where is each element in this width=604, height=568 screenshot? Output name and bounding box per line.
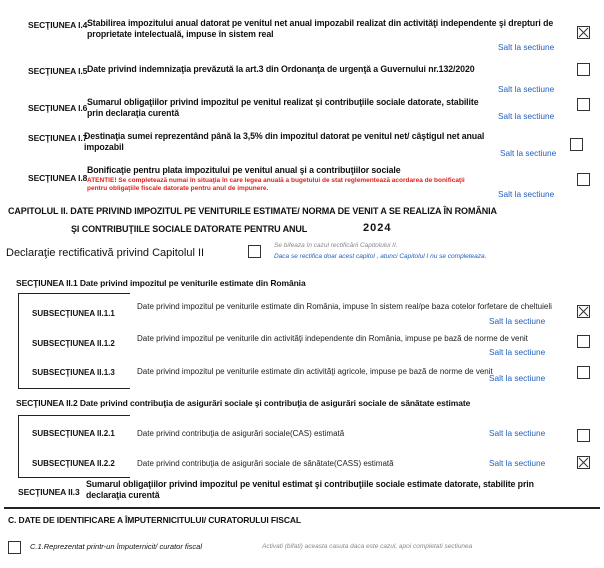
section-ii1-title: SECŢIUNEA II.1 Date privind impozitul pe veniturile estimate din România xyxy=(16,278,306,288)
section-c-divider xyxy=(4,507,600,509)
section-i4-checkbox[interactable] xyxy=(577,26,590,39)
c1-note: Activati (bifati) aceasta casuta daca este cazul, apoi completati sectiunea xyxy=(262,543,473,550)
section-i8-warning: ATENTIE! Se completează numai în situaţia în care legea anuală a bugetului de stat reglementează acordarea de bonificaţii pentru obligaţiile fiscale datorate pentru anul de impunere. xyxy=(87,177,465,192)
section-ii2-divider-bottom xyxy=(18,477,130,478)
c1-checkbox[interactable] xyxy=(8,541,21,554)
subsection-ii22-jump-link[interactable]: Salt la sectiune xyxy=(489,458,546,468)
section-i7-title: Destinaţia sumei reprezentând până la 3,5% din impozitul datorat pe venitul net/ câştigul net anual impozabil xyxy=(84,131,485,152)
section-ii2-divider xyxy=(18,415,130,416)
section-i4-jump-link[interactable]: Salt la sectiune xyxy=(498,42,555,52)
subsection-ii13-code: SUBSECŢIUNEA II.1.3 xyxy=(32,368,115,377)
subsection-ii21-checkbox[interactable] xyxy=(577,429,590,442)
c1-label: C.1.Reprezentat printr-un împuternicit/ curator fiscal xyxy=(30,542,203,551)
section-i6-code: SECŢIUNEA I.6 xyxy=(28,103,88,113)
chapter-2-title: CAPITOLUL II. DATE PRIVIND IMPOZITUL PE VENITURILE ESTIMATE/ NORMA DE VENIT A SE REALIZA ÎN ROMÂNIA xyxy=(8,206,497,216)
subsection-ii12-jump-link[interactable]: Salt la sectiune xyxy=(489,347,546,357)
subsection-ii21-code: SUBSECŢIUNEA II.2.1 xyxy=(32,429,115,438)
section-i7-code: SECŢIUNEA I.7 xyxy=(28,133,88,143)
subsection-ii12-code: SUBSECŢIUNEA II.1.2 xyxy=(32,339,115,348)
section-i8-checkbox[interactable] xyxy=(577,173,590,186)
section-ii3-title: Sumarul obligaţiilor privind impozitul pe venitul estimat şi contribuţiile sociale estimate datorate, stabilite prin declaraţia curentă xyxy=(86,479,534,500)
section-ii2-bracket xyxy=(18,415,19,477)
section-i8-jump-link[interactable]: Salt la sectiune xyxy=(498,189,555,199)
section-i5-checkbox[interactable] xyxy=(577,63,590,76)
subsection-ii13-checkbox[interactable] xyxy=(577,366,590,379)
section-ii1-divider-bottom xyxy=(18,388,130,389)
section-ii2-title: SECŢIUNEA II.2 Date privind contribuţia de asigurări sociale şi contribuţia de asigurări sociale de sănătate estimate xyxy=(16,398,471,408)
subsection-ii12-checkbox[interactable] xyxy=(577,335,590,348)
section-i7-checkbox[interactable] xyxy=(570,138,583,151)
subsection-ii21-text: Date privind contribuţia de asigurări sociale(CAS) estimată xyxy=(137,429,345,438)
section-i6-title: Sumarul obligaţiilor privind impozitul pe venitul realizat şi contribuţiile sociale datorate, stabilite prin declaraţia curentă xyxy=(87,97,479,118)
section-i5-title: Date privind indemnizaţia prevăzută la art.3 din Ordonanţa de urgenţă a Guvernului nr.132/2020 xyxy=(87,64,475,74)
section-ii1-bracket xyxy=(18,293,19,388)
subsection-ii12-text: Date privind impozitul pe veniturile din activităţi independente din România, impuse pe bază de norme de venit xyxy=(137,334,528,343)
section-ii1-divider xyxy=(18,293,130,294)
rectificative-label: Declaraţie rectificativă privind Capitolul II xyxy=(6,247,205,259)
section-i6-jump-link[interactable]: Salt la sectiune xyxy=(498,111,555,121)
rectificative-note: Se bifeaza în cazul rectificării Capitolului II. xyxy=(274,242,398,249)
section-i6-checkbox[interactable] xyxy=(577,98,590,111)
section-i5-code: SECŢIUNEA I.5 xyxy=(28,66,88,76)
subsection-ii21-jump-link[interactable]: Salt la sectiune xyxy=(489,428,546,438)
chapter-2-year: 2024 xyxy=(363,222,392,234)
subsection-ii13-jump-link[interactable]: Salt la sectiune xyxy=(489,373,546,383)
section-i4-code: SECŢIUNEA I.4 xyxy=(28,20,88,30)
subsection-ii22-code: SUBSECŢIUNEA II.2.2 xyxy=(32,459,115,468)
rectificative-checkbox[interactable] xyxy=(248,245,261,258)
subsection-ii11-jump-link[interactable]: Salt la sectiune xyxy=(489,316,546,326)
section-i8-title: Bonificaţie pentru plata impozitului pe venitul anual şi a contribuţiilor sociale xyxy=(87,165,401,175)
rectificative-note-blue: Daca se rectifica doar acest capitol , atunci Capitolul I nu se completeaza. xyxy=(274,253,487,260)
section-i4-title: Stabilirea impozitului anual datorat pe venitul net anual impozabil realizat din activităţi independente şi drepturi de proprietate intelectuală, impuse în sistem real xyxy=(87,18,554,39)
subsection-ii13-text: Date privind impozitul pe veniturile estimate din activităţi agricole, impuse pe bază de norme de venit xyxy=(137,367,493,376)
subsection-ii11-checkbox[interactable] xyxy=(577,305,590,318)
section-ii3-code: SECŢIUNEA II.3 xyxy=(18,487,80,497)
subsection-ii11-code: SUBSECŢIUNEA II.1.1 xyxy=(32,309,115,318)
chapter-2-subtitle: ŞI CONTRIBUŢIILE SOCIALE DATORATE PENTRU ANUL xyxy=(71,224,308,234)
section-i5-jump-link[interactable]: Salt la sectiune xyxy=(498,84,555,94)
section-i8-code: SECŢIUNEA I.8 xyxy=(28,173,88,183)
section-i7-jump-link[interactable]: Salt la sectiune xyxy=(500,148,557,158)
subsection-ii11-text: Date privind impozitul pe veniturile estimate din România, impuse în sistem real/pe baza cotelor forfetare de cheltuieli xyxy=(137,302,552,311)
subsection-ii22-checkbox[interactable] xyxy=(577,456,590,469)
section-c-title: C. DATE DE IDENTIFICARE A ÎMPUTERNICITULUI/ CURATORULUI FISCAL xyxy=(8,515,302,525)
subsection-ii22-text: Date privind contribuţia de asigurări sociale de sănătate(CASS) estimată xyxy=(137,459,394,468)
